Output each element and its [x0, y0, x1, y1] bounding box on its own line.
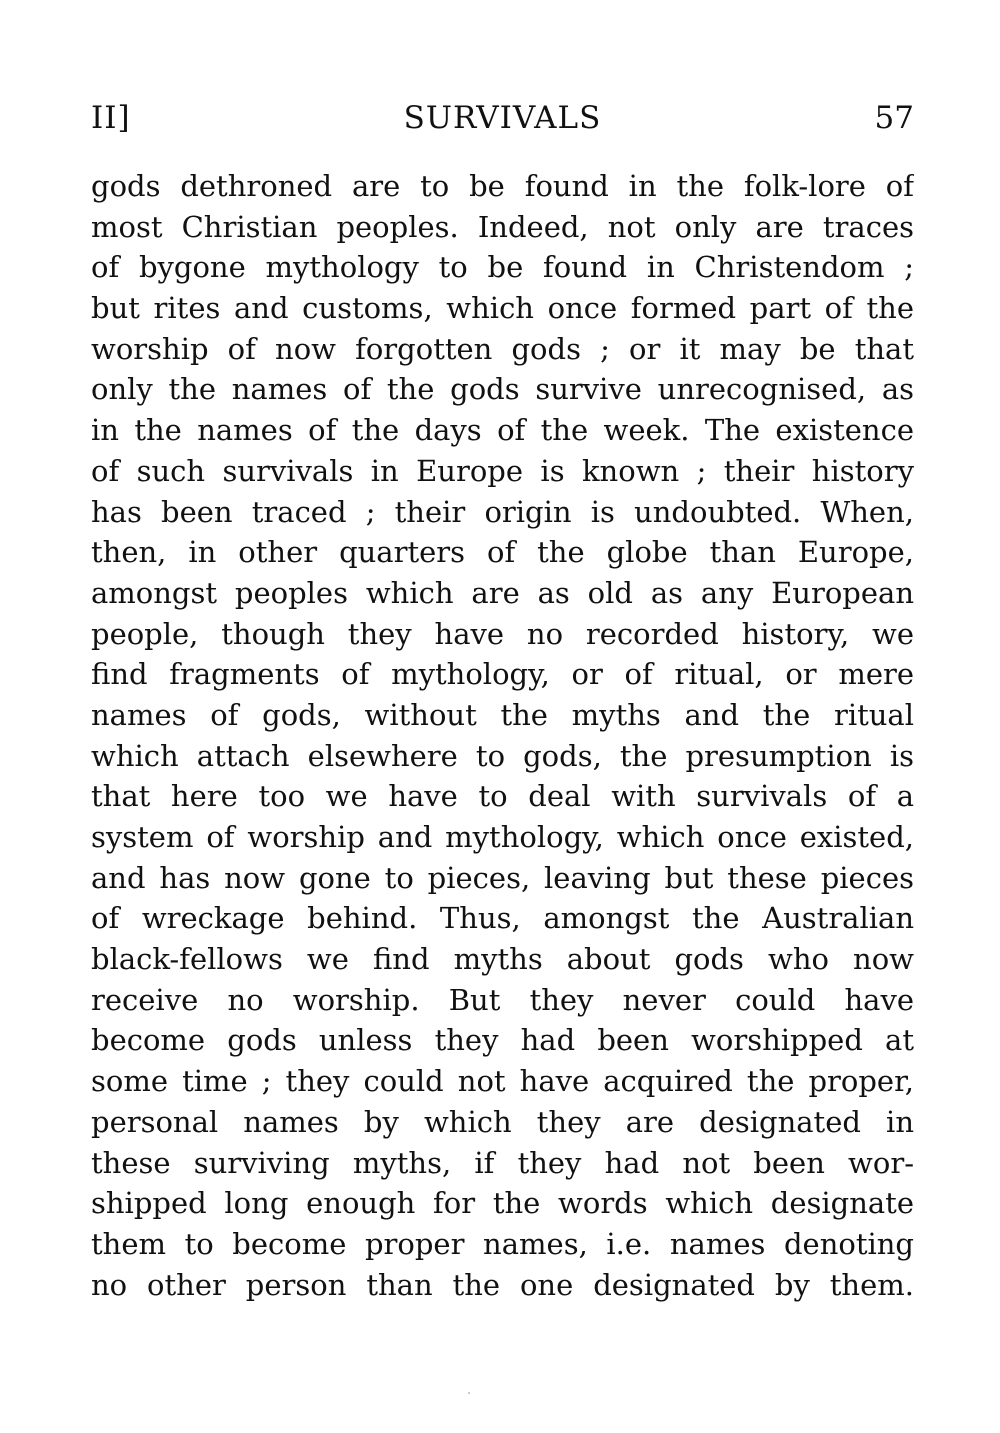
text-line: become gods unless they had been worshipped at: [91, 1023, 914, 1058]
text-line: them to become proper names, i.e. names denoting: [91, 1226, 914, 1261]
page-number: 57: [874, 100, 914, 136]
text-line: only the names of the gods survive unrecognised, as: [91, 372, 914, 407]
text-line: of wreckage behind. Thus, amongst the Australian: [91, 901, 914, 936]
text-line: which attach elsewhere to gods, the presumption is: [91, 738, 914, 773]
text-line: then, in other quarters of the globe than Europe,: [91, 535, 914, 570]
text-line: black-fellows we find myths about gods who now: [91, 942, 914, 977]
running-header: [91, 96, 914, 140]
text-line: names of gods, without the myths and the ritual: [91, 697, 914, 732]
text-line: these surviving myths, if they had not been wor-: [91, 1145, 914, 1180]
text-line: receive no worship. But they never could have: [91, 982, 914, 1017]
text-line: gods dethroned are to be found in the folk-lore of: [91, 169, 914, 203]
text-line: that here too we have to deal with survivals of a: [91, 779, 914, 814]
body-paragraph: [91, 166, 914, 1305]
text-line: personal names by which they are designated in: [91, 1104, 914, 1139]
text-line: has been traced ; their origin is undoubted. When,: [91, 494, 914, 529]
text-line: some time ; they could not have acquired the proper,: [91, 1064, 914, 1099]
text-line: but rites and customs, which once formed part of the: [91, 291, 914, 326]
text-line: most Christian peoples. Indeed, not only are traces: [91, 209, 914, 244]
text-line: and has now gone to pieces, leaving but these pieces: [91, 860, 914, 895]
text-line: of such survivals in Europe is known ; their history: [91, 453, 914, 488]
text-line: find fragments of mythology, or of ritual, or mere: [91, 657, 914, 692]
text-line: in the names of the days of the week. The existence: [91, 413, 914, 448]
text-line: system of worship and mythology, which once existed,: [91, 820, 914, 854]
running-title: SURVIVALS: [403, 100, 602, 136]
scan-speck: [468, 1392, 470, 1394]
text-line: worship of now forgotten gods ; or it may be that: [91, 331, 914, 366]
text-line: amongst peoples which are as old as any European: [91, 575, 914, 610]
chapter-marker: II]: [91, 100, 131, 136]
text-line: people, though they have no recorded history, we: [91, 616, 914, 651]
text-line: shipped long enough for the words which designate: [91, 1186, 914, 1221]
text-line: no other person than the one designated by them.: [91, 1267, 914, 1302]
text-line: of bygone mythology to be found in Christendom ;: [91, 250, 914, 285]
